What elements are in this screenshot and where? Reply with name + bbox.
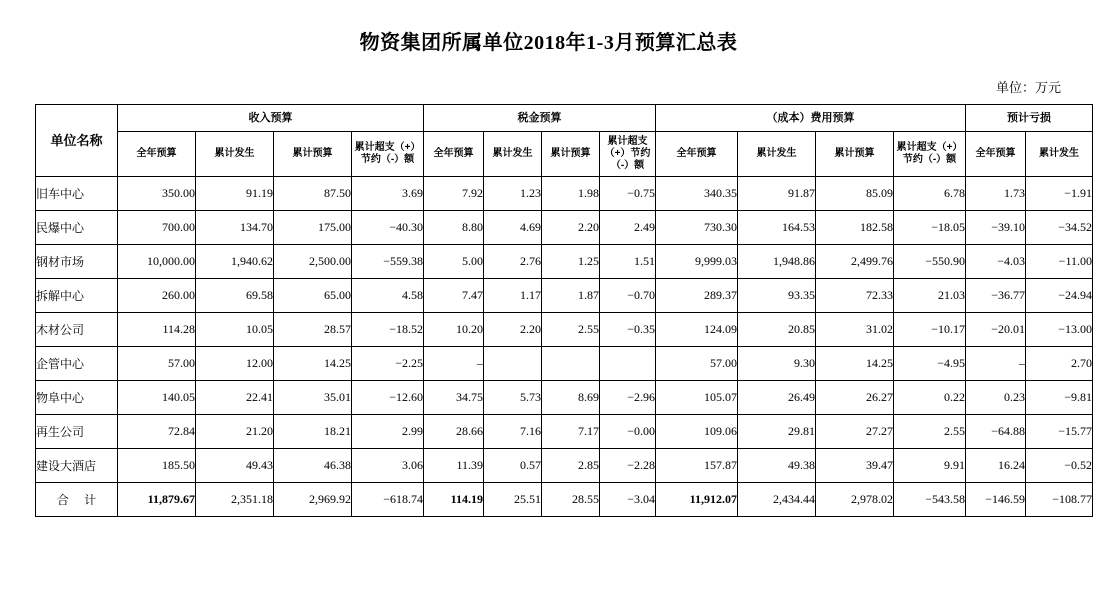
table-cell: −20.01 [966,313,1026,347]
total-cell: −3.04 [600,483,656,517]
row-label: 企管中心 [36,347,118,381]
table-cell: 0.22 [894,381,966,415]
table-cell: −2.96 [600,381,656,415]
table-cell: 2.85 [542,449,600,483]
table-cell: 46.38 [274,449,352,483]
table-cell: 2,499.76 [816,245,894,279]
table-header-sub-row [36,132,1093,177]
table-cell: 14.25 [816,347,894,381]
table-cell: 87.50 [274,177,352,211]
table-cell: 57.00 [118,347,196,381]
table-cell: −11.00 [1026,245,1093,279]
row-label: 钢材市场 [36,245,118,279]
table-cell: 91.19 [196,177,274,211]
table-row [36,415,1093,449]
total-cell: 25.51 [484,483,542,517]
table-cell: 18.21 [274,415,352,449]
budget-table [35,104,1093,517]
table-cell: 91.87 [738,177,816,211]
header-income-annual: 全年预算 [118,132,196,177]
table-cell: 164.53 [738,211,816,245]
row-label: 拆解中心 [36,279,118,313]
table-row [36,279,1093,313]
table-cell: 1.17 [484,279,542,313]
table-row [36,381,1093,415]
header-income-cumulative-budget: 累计预算 [274,132,352,177]
table-cell: 20.85 [738,313,816,347]
table-cell: 7.47 [424,279,484,313]
table-cell: −0.75 [600,177,656,211]
table-cell: 49.38 [738,449,816,483]
table-cell: −10.17 [894,313,966,347]
table-cell: −559.38 [352,245,424,279]
table-cell: 12.00 [196,347,274,381]
total-cell: 11,879.67 [118,483,196,517]
total-cell: 2,351.18 [196,483,274,517]
table-cell: 2.76 [484,245,542,279]
table-header-group-row [36,105,1093,132]
table-cell: 9.30 [738,347,816,381]
table-cell: −4.95 [894,347,966,381]
budget-table-wrapper [0,104,1097,517]
header-group-cost: （成本）费用预算 [656,105,966,132]
header-cost-actual: 累计发生 [738,132,816,177]
table-cell: −2.25 [352,347,424,381]
table-cell: 1,948.86 [738,245,816,279]
table-cell: 134.70 [196,211,274,245]
table-cell: 7.92 [424,177,484,211]
header-tax-variance: 累计超支（+）节约（-）额 [600,132,656,177]
table-cell: −550.90 [894,245,966,279]
table-cell: 16.24 [966,449,1026,483]
table-cell: 9.91 [894,449,966,483]
table-cell: 350.00 [118,177,196,211]
total-cell: 2,434.44 [738,483,816,517]
page-title: 物资集团所属单位2018年1-3月预算汇总表 [359,32,738,54]
total-cell: 11,912.07 [656,483,738,517]
header-cost-annual: 全年预算 [656,132,738,177]
table-cell: 5.00 [424,245,484,279]
table-cell [600,347,656,381]
table-cell: 11.39 [424,449,484,483]
table-cell: 29.81 [738,415,816,449]
total-cell: −108.77 [1026,483,1093,517]
table-cell: −64.88 [966,415,1026,449]
unit-note: 单位：万元 [995,80,1061,95]
table-cell: 28.57 [274,313,352,347]
table-cell: 57.00 [656,347,738,381]
table-cell: 28.66 [424,415,484,449]
table-cell: 10.05 [196,313,274,347]
header-income-actual: 累计发生 [196,132,274,177]
header-tax-cumulative-budget: 累计预算 [542,132,600,177]
table-cell: 5.73 [484,381,542,415]
row-label: 建设大酒店 [36,449,118,483]
total-label: 合 计 [36,483,118,517]
table-cell: 140.05 [118,381,196,415]
header-cost-cumulative-budget: 累计预算 [816,132,894,177]
table-cell: −4.03 [966,245,1026,279]
total-cell: −618.74 [352,483,424,517]
total-cell: 2,969.92 [274,483,352,517]
table-cell: −0.35 [600,313,656,347]
table-cell: −15.77 [1026,415,1093,449]
table-row [36,177,1093,211]
table-row [36,347,1093,381]
table-cell: −1.91 [1026,177,1093,211]
table-cell: 175.00 [274,211,352,245]
table-cell: 2.70 [1026,347,1093,381]
header-group-income: 收入预算 [118,105,424,132]
table-cell [484,347,542,381]
table-cell: −36.77 [966,279,1026,313]
header-tax-actual: 累计发生 [484,132,542,177]
table-cell: 0.57 [484,449,542,483]
header-loss-actual: 累计发生 [1026,132,1093,177]
table-cell: 4.58 [352,279,424,313]
document-page [0,26,1097,590]
table-cell: −12.60 [352,381,424,415]
header-income-variance: 累计超支（+）节约（-）额 [352,132,424,177]
table-cell: 72.33 [816,279,894,313]
table-cell: 260.00 [118,279,196,313]
table-cell: 109.06 [656,415,738,449]
table-cell: 49.43 [196,449,274,483]
table-cell: 26.27 [816,381,894,415]
row-label: 民爆中心 [36,211,118,245]
header-unit-name: 单位名称 [36,105,118,177]
table-cell: 2.99 [352,415,424,449]
table-cell: 157.87 [656,449,738,483]
total-cell: 28.55 [542,483,600,517]
table-body [36,177,1093,517]
table-cell [542,347,600,381]
table-cell: −0.70 [600,279,656,313]
table-cell: 39.47 [816,449,894,483]
row-label: 物阜中心 [36,381,118,415]
table-total-row [36,483,1093,517]
table-cell: 730.30 [656,211,738,245]
table-cell: 21.03 [894,279,966,313]
table-cell: 1.23 [484,177,542,211]
row-label: 旧车中心 [36,177,118,211]
table-cell: 72.84 [118,415,196,449]
table-cell: 114.28 [118,313,196,347]
table-cell: −40.30 [352,211,424,245]
table-cell: 85.09 [816,177,894,211]
table-cell: 22.41 [196,381,274,415]
table-cell: 7.16 [484,415,542,449]
table-cell: 3.06 [352,449,424,483]
header-group-tax: 税金预算 [424,105,656,132]
table-row [36,245,1093,279]
total-cell: 114.19 [424,483,484,517]
table-cell: 2.55 [894,415,966,449]
table-row [36,449,1093,483]
table-cell: 93.35 [738,279,816,313]
table-cell: 27.27 [816,415,894,449]
table-cell: −18.52 [352,313,424,347]
header-group-loss: 预计亏损 [966,105,1093,132]
row-label: 再生公司 [36,415,118,449]
table-row [36,211,1093,245]
table-cell: 3.69 [352,177,424,211]
table-cell: 21.20 [196,415,274,449]
total-cell: −543.58 [894,483,966,517]
table-cell: 35.01 [274,381,352,415]
table-cell: 31.02 [816,313,894,347]
table-cell: 7.17 [542,415,600,449]
table-cell: 124.09 [656,313,738,347]
table-cell: 6.78 [894,177,966,211]
table-cell: 8.80 [424,211,484,245]
table-cell: 10,000.00 [118,245,196,279]
table-cell: – [424,347,484,381]
table-cell: – [966,347,1026,381]
table-cell: −2.28 [600,449,656,483]
table-cell: 14.25 [274,347,352,381]
table-cell: 1.98 [542,177,600,211]
table-row [36,313,1093,347]
table-cell: −34.52 [1026,211,1093,245]
table-cell: 340.35 [656,177,738,211]
table-cell: 185.50 [118,449,196,483]
table-cell: 1.87 [542,279,600,313]
table-cell: 1.51 [600,245,656,279]
table-cell: −9.81 [1026,381,1093,415]
table-cell: 65.00 [274,279,352,313]
header-tax-annual: 全年预算 [424,132,484,177]
table-cell: 69.58 [196,279,274,313]
table-cell: −0.52 [1026,449,1093,483]
table-cell: −18.05 [894,211,966,245]
table-cell: 34.75 [424,381,484,415]
table-cell: 26.49 [738,381,816,415]
table-cell: 2.20 [484,313,542,347]
table-cell: 2.49 [600,211,656,245]
row-label: 木材公司 [36,313,118,347]
table-cell: 1,940.62 [196,245,274,279]
table-cell: −13.00 [1026,313,1093,347]
table-cell: 0.23 [966,381,1026,415]
table-cell: −24.94 [1026,279,1093,313]
table-cell: −39.10 [966,211,1026,245]
total-cell: −146.59 [966,483,1026,517]
table-cell: −0.00 [600,415,656,449]
table-cell: 2.55 [542,313,600,347]
table-cell: 1.25 [542,245,600,279]
table-cell: 8.69 [542,381,600,415]
table-cell: 1.73 [966,177,1026,211]
table-cell: 289.37 [656,279,738,313]
table-cell: 4.69 [484,211,542,245]
table-cell: 2,500.00 [274,245,352,279]
table-cell: 182.58 [816,211,894,245]
header-loss-annual: 全年预算 [966,132,1026,177]
table-cell: 700.00 [118,211,196,245]
table-cell: 105.07 [656,381,738,415]
table-cell: 10.20 [424,313,484,347]
total-cell: 2,978.02 [816,483,894,517]
header-cost-variance: 累计超支（+）节约（-）额 [894,132,966,177]
table-cell: 9,999.03 [656,245,738,279]
table-cell: 2.20 [542,211,600,245]
